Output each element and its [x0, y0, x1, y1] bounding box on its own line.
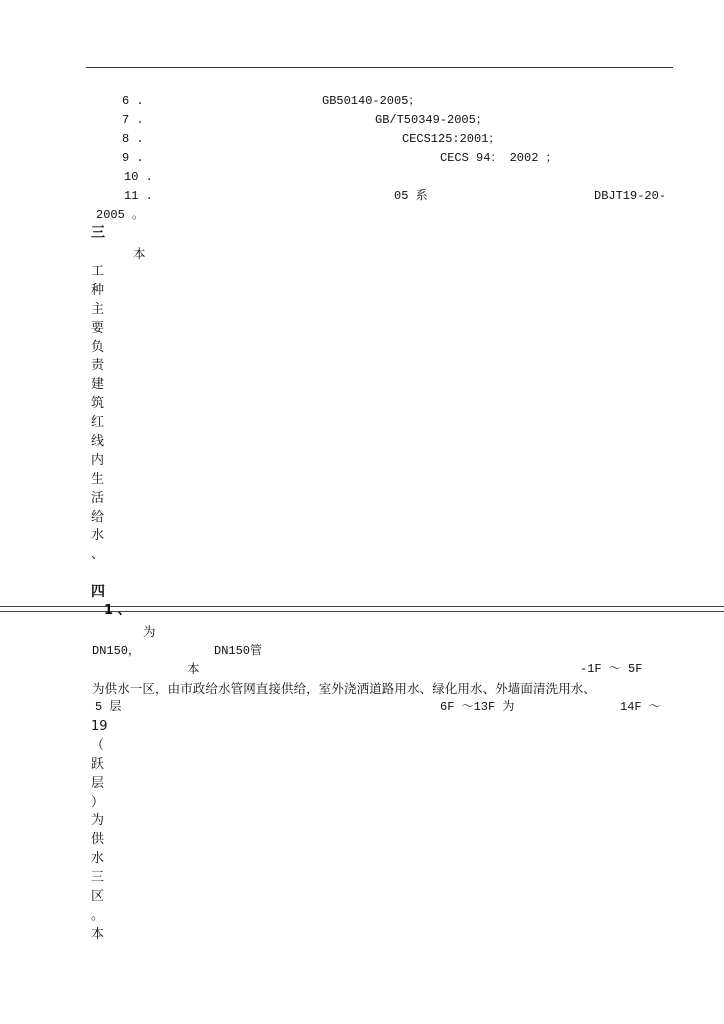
section-three-vertical-char: 红: [91, 415, 105, 431]
section-four-vertical-char: 三: [91, 870, 105, 886]
section-four-vertical-char: 本: [91, 926, 105, 942]
section-three-heading: 三: [91, 225, 105, 241]
item-9-code: CECS 94： 2002 ；: [440, 151, 558, 165]
section-four-vertical-char: 供: [91, 832, 105, 848]
section-four-ben: 本: [187, 661, 200, 676]
item-7-code: GB/T50349-2005；: [375, 113, 488, 127]
section-three-vertical-char: 活: [91, 490, 105, 506]
item-11-number: 11 .: [124, 189, 153, 203]
item-11-code: DBJT19-20-: [594, 189, 667, 203]
section-four-vertical-char: 19: [91, 719, 108, 734]
section-four-vertical-char: （: [91, 737, 105, 753]
header-rule: [86, 67, 673, 68]
section-four-vertical-char: 区: [91, 889, 105, 905]
section-four-heading: 四: [91, 584, 105, 600]
section-three-ben: 本: [133, 246, 146, 261]
section-three-vertical-char: 工: [91, 264, 105, 279]
section-three-vertical-text: [91, 263, 111, 565]
five-floor: 5 层: [95, 700, 122, 714]
section-four-vertical-char: 跃: [91, 756, 105, 772]
item-8-code: CECS125:2001；: [402, 132, 501, 146]
section-three-vertical-char: 、: [91, 547, 105, 563]
item-7-number: 7 .: [122, 113, 144, 127]
supply-zone-line: 为供水一区，由市政给水管网直接供给，室外浇洒道路用水、绿化用水、外墙面清洗用水、: [92, 681, 597, 696]
section-three-vertical-char: 要: [91, 320, 105, 336]
dn150-right: DN150管: [214, 644, 263, 658]
section-four-sub-number: 1 、: [104, 603, 131, 618]
section-four-vertical-char: ）: [91, 794, 105, 810]
item-11-series: 05 系: [394, 189, 428, 203]
section-three-vertical-char: 筑: [91, 396, 105, 412]
section-four-vertical-char: 水: [91, 851, 105, 867]
section-four-wei: 为: [143, 624, 156, 639]
section-three-vertical-char: 主: [91, 301, 105, 317]
section-four-vertical-char: 。: [91, 907, 105, 923]
section-three-vertical-char: 建: [91, 377, 105, 393]
item-9-number: 9 .: [122, 151, 144, 165]
section-three-vertical-char: 线: [91, 434, 105, 450]
section-three-vertical-char: 责: [91, 358, 105, 374]
floor-range-1: -1F ～ 5F: [580, 662, 643, 676]
item-8-number: 8 .: [122, 132, 144, 146]
item-6-code: GB50140-2005；: [322, 94, 421, 108]
section-four-vertical-char: 为: [91, 813, 105, 829]
dn150-left: DN150，: [92, 644, 141, 658]
section-three-vertical-char: 种: [91, 282, 105, 298]
item-6-number: 6 .: [122, 94, 144, 108]
floor-range-2: 6F ～13F 为: [440, 700, 515, 714]
item-10-number: 10 .: [124, 170, 153, 184]
section-three-vertical-char: 内: [91, 452, 105, 468]
section-four-vertical-text: [91, 718, 111, 945]
section-three-vertical-char: 负: [91, 339, 105, 355]
section-three-vertical-char: 水: [91, 528, 105, 544]
section-four-vertical-char: 层: [91, 775, 105, 791]
item-11-continuation: 2005 。: [96, 208, 145, 222]
section-three-vertical-char: 给: [91, 509, 105, 525]
floor-range-3: 14F ～: [620, 700, 661, 714]
section-three-vertical-char: 生: [91, 471, 105, 487]
